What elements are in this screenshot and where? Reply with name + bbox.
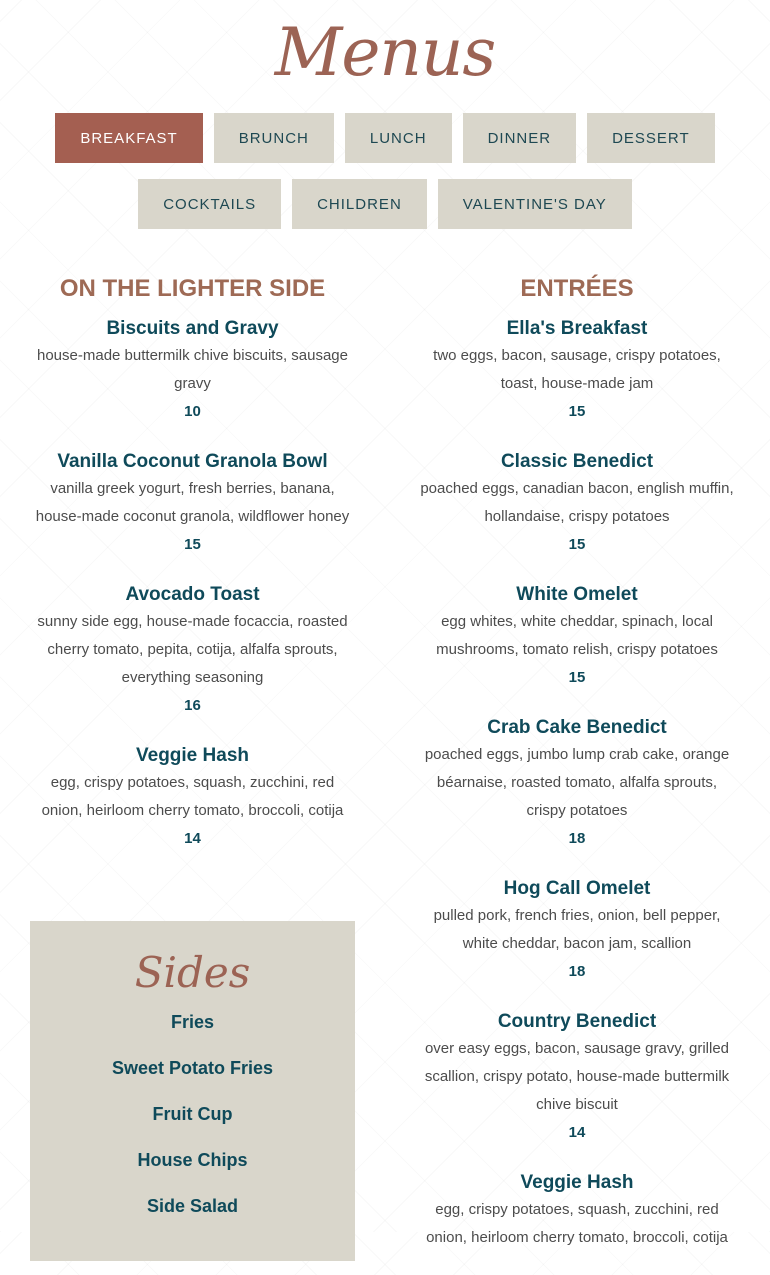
item-price: 18	[568, 963, 586, 980]
item-name: Ella's Breakfast	[506, 318, 648, 339]
item-name: Country Benedict	[497, 1011, 657, 1032]
item-price: 14	[568, 1124, 586, 1141]
item-name: Veggie Hash	[520, 1172, 634, 1193]
menu-tabs-row-2	[0, 179, 770, 229]
menu-item	[414, 1009, 740, 1147]
section-heading: ENTRÉES	[520, 275, 634, 302]
menu-item	[414, 316, 740, 426]
item-name: Vanilla Coconut Granola Bowl	[57, 451, 328, 472]
sides-panel	[30, 921, 355, 1261]
item-description: egg, crispy potatoes, squash, zucchini, red onion, heirloom cherry tomato, broccoli, cotija	[426, 1201, 728, 1246]
tab-breakfast[interactable]: BREAKFAST	[55, 113, 202, 163]
section-heading: ON THE LIGHTER SIDE	[59, 275, 326, 302]
item-name: Classic Benedict	[500, 451, 654, 472]
side-item: Fruit Cup	[152, 1104, 233, 1124]
tab-lunch[interactable]: LUNCH	[345, 113, 452, 163]
sides-title: Sides	[134, 948, 251, 997]
item-description: poached eggs, jumbo lump crab cake, orange béarnaise, roasted tomato, alfalfa sprouts, crispy potatoes	[424, 746, 730, 819]
menu-item	[30, 582, 355, 720]
tab-cocktails[interactable]: COCKTAILS	[138, 179, 281, 229]
item-price: 16	[184, 697, 201, 714]
item-description: over easy eggs, bacon, sausage gravy, grilled scallion, crispy potato, house-made buttermilk chive biscuit	[424, 1040, 730, 1113]
menu-item	[30, 316, 355, 426]
menu-item	[414, 876, 740, 986]
item-name: Biscuits and Gravy	[106, 318, 279, 339]
tab-dessert[interactable]: DESSERT	[587, 113, 715, 163]
lighter-side-section	[30, 273, 355, 876]
tab-dinner[interactable]: DINNER	[463, 113, 577, 163]
item-price: 15	[568, 669, 586, 686]
item-name: Avocado Toast	[125, 584, 260, 605]
menu-item	[30, 449, 355, 559]
item-description: egg whites, white cheddar, spinach, local mushrooms, tomato relish, crispy potatoes	[436, 613, 718, 658]
tab-brunch[interactable]: BRUNCH	[214, 113, 334, 163]
item-name: White Omelet	[516, 584, 638, 605]
side-item: Sweet Potato Fries	[111, 1058, 274, 1078]
side-item: Side Salad	[146, 1196, 239, 1216]
menu-item	[30, 743, 355, 853]
item-description: sunny side egg, house-made focaccia, roasted cherry tomato, pepita, cotija, alfalfa sprouts, everything seasoning	[37, 613, 348, 686]
menu-item	[414, 1170, 740, 1252]
tab-children[interactable]: CHILDREN	[292, 179, 427, 229]
side-item: Fries	[170, 1012, 215, 1032]
entrees-section	[414, 273, 740, 1275]
item-name: Veggie Hash	[136, 745, 249, 766]
item-description: pulled pork, french fries, onion, bell pepper, white cheddar, bacon jam, scallion	[433, 907, 721, 952]
menu-item	[414, 715, 740, 853]
menu-item	[414, 582, 740, 692]
side-item: House Chips	[137, 1150, 248, 1170]
item-name: Hog Call Omelet	[503, 878, 651, 899]
tab-valentines-day[interactable]: VALENTINE'S DAY	[438, 179, 632, 229]
item-price: 15	[568, 403, 586, 420]
item-description: house-made buttermilk chive biscuits, sausage gravy	[37, 347, 348, 392]
item-price: 14	[184, 830, 201, 847]
page-title: Menus	[274, 14, 496, 91]
item-description: egg, crispy potatoes, squash, zucchini, red onion, heirloom cherry tomato, broccoli, cotija	[41, 774, 344, 819]
menu-item	[414, 449, 740, 559]
item-price: 15	[184, 536, 201, 553]
menu-tabs-row-1	[0, 113, 770, 163]
item-description: poached eggs, canadian bacon, english muffin, hollandaise, crispy potatoes	[420, 480, 734, 525]
item-name: Crab Cake Benedict	[487, 717, 667, 738]
item-description: vanilla greek yogurt, fresh berries, banana, house-made coconut granola, wildflower honey	[35, 480, 350, 525]
item-price: 18	[568, 830, 586, 847]
item-price: 15	[568, 536, 586, 553]
item-description: two eggs, bacon, sausage, crispy potatoes, toast, house-made jam	[433, 347, 721, 392]
item-price: 10	[184, 403, 201, 420]
